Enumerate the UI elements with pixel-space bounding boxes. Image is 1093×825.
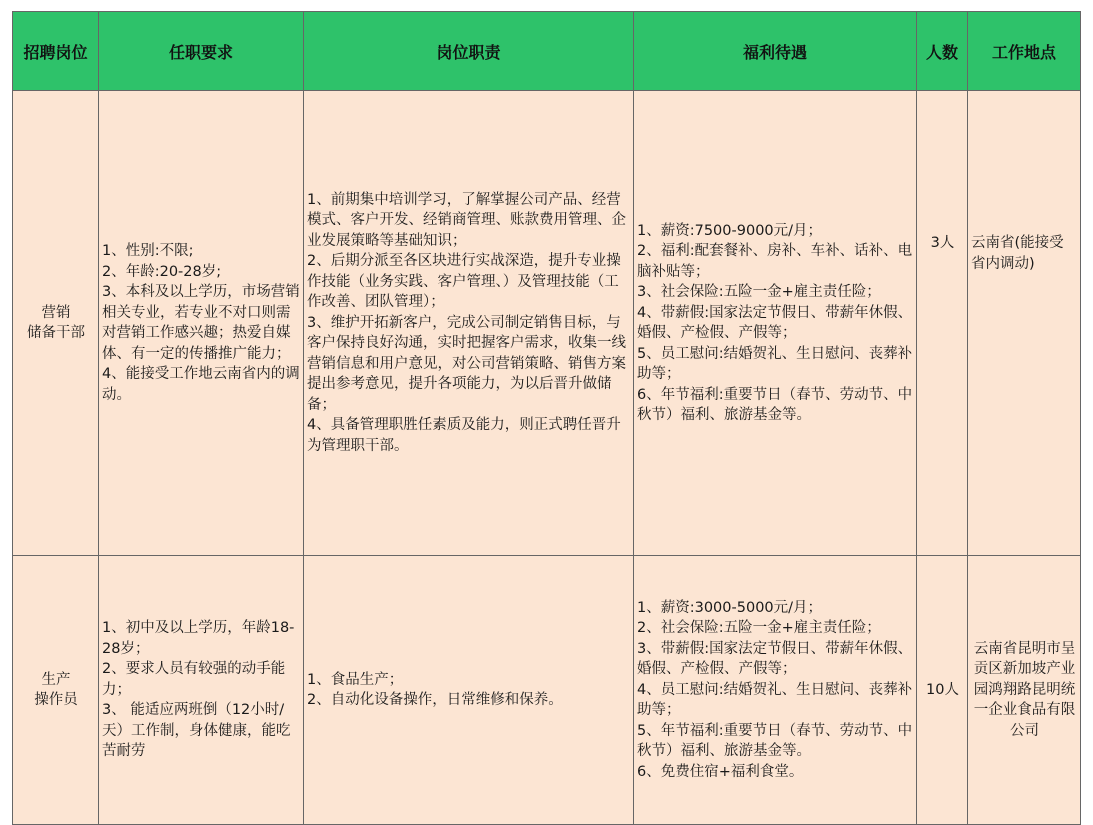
requirements-cell bbox=[99, 556, 304, 825]
recruitment-table bbox=[12, 11, 1081, 825]
requirement-item: 1、性别:不限; bbox=[102, 243, 194, 259]
requirements-cell bbox=[99, 91, 304, 556]
header-requirements: 任职要求 bbox=[99, 12, 304, 91]
duty-item: 2、自动化设备操作，日常维修和保养。 bbox=[307, 692, 563, 708]
position-line: 生产 bbox=[41, 671, 71, 688]
duties-cell bbox=[304, 91, 634, 556]
benefit-item: 4、员工慰问:结婚贺礼、生日慰问、丧葬补助等； bbox=[637, 681, 913, 719]
duty-item: 3、维护开拓新客户，完成公司制定销售目标，与客户保持良好沟通，实时把握客户需求，收集一线营销信息和用户意见，对公司营销策略、销售方案提出参考意见，提升各项能力，为以后晋升做储备； bbox=[307, 314, 626, 413]
location-cell: 云南省昆明市呈贡区新加坡产业园鸿翔路昆明统一企业食品有限公司 bbox=[968, 556, 1081, 825]
header-duties: 岗位职责 bbox=[304, 12, 634, 91]
benefit-item: 1、薪资:7500-9000元/月； bbox=[637, 222, 823, 239]
benefits-cell bbox=[634, 556, 917, 825]
requirement-item: 2、要求人员有较强的动手能力； bbox=[102, 661, 286, 698]
position-line: 营销 bbox=[41, 304, 71, 321]
requirement-item: 3、本科及以上学历，市场营销相关专业，若专业不对口则需对营销工作感兴趣；热爱自媒体、有一定的传播推广能力； bbox=[102, 284, 300, 362]
duty-item: 2、后期分派至各区块进行实战深造，提升专业操作技能（业务实践、客户管理、）及管理技能（工作改善、团队管理）； bbox=[307, 253, 621, 311]
benefits-cell bbox=[634, 91, 917, 556]
benefit-item: 3、社会保险:五险一金+雇主责任险； bbox=[637, 284, 881, 300]
location-cell: 云南省(能接受省内调动) bbox=[968, 91, 1081, 556]
requirement-item: 1、初中及以上学历，年龄18-28岁； bbox=[102, 620, 295, 657]
header-row bbox=[13, 12, 1081, 91]
benefit-item: 5、员工慰问:结婚贺礼、生日慰问、丧葬补助等； bbox=[637, 345, 913, 382]
requirement-item: 3、 能适应两班倒（12小时/天）工作制，身体健康，能吃苦耐劳 bbox=[102, 702, 291, 760]
benefit-item: 2、社会保险:五险一金+雇主责任险； bbox=[637, 620, 881, 637]
position-line: 储备干部 bbox=[27, 325, 85, 341]
count-cell: 3人 bbox=[917, 91, 968, 556]
position-cell bbox=[13, 556, 99, 825]
duties-cell bbox=[304, 556, 634, 825]
duty-item: 4、具备管理职胜任素质及能力，则正式聘任晋升为管理职干部。 bbox=[307, 417, 621, 454]
position-line: 操作员 bbox=[34, 692, 78, 708]
header-count: 人数 bbox=[917, 12, 968, 91]
duty-item: 1、前期集中培训学习，了解掌握公司产品、经营模式、客户开发、经销商管理、账款费用管理、企业发展策略等基础知识； bbox=[307, 191, 626, 249]
benefit-item: 6、年节福利:重要节日（春节、劳动节、中秋节）福利、旅游基金等。 bbox=[637, 386, 913, 423]
header-position: 招聘岗位 bbox=[13, 12, 99, 91]
requirement-item: 4、能接受工作地云南省内的调动。 bbox=[102, 366, 300, 403]
duty-item: 1、食品生产； bbox=[307, 671, 404, 688]
benefit-item: 1、薪资:3000-5000元/月； bbox=[637, 599, 823, 616]
requirement-item: 2、年龄:20-28岁; bbox=[102, 263, 222, 280]
benefit-item: 4、带薪假:国家法定节假日、带薪年休假、婚假、产检假、产假等； bbox=[637, 304, 913, 341]
table-header bbox=[13, 12, 1081, 91]
benefit-item: 3、带薪假:国家法定节假日、带薪年休假、婚假、产检假、产假等； bbox=[637, 640, 913, 678]
benefit-item: 2、福利:配套餐补、房补、车补、话补、电脑补贴等； bbox=[637, 243, 913, 280]
benefit-item: 5、年节福利:重要节日（春节、劳动节、中秋节）福利、旅游基金等。 bbox=[637, 722, 913, 760]
table-row bbox=[13, 556, 1081, 825]
table-row bbox=[13, 91, 1081, 556]
position-cell bbox=[13, 91, 99, 556]
benefit-item: 6、免费住宿+福利食堂。 bbox=[637, 763, 804, 780]
header-location: 工作地点 bbox=[968, 12, 1081, 91]
count-cell: 10人 bbox=[917, 556, 968, 825]
header-benefits: 福利待遇 bbox=[634, 12, 917, 91]
